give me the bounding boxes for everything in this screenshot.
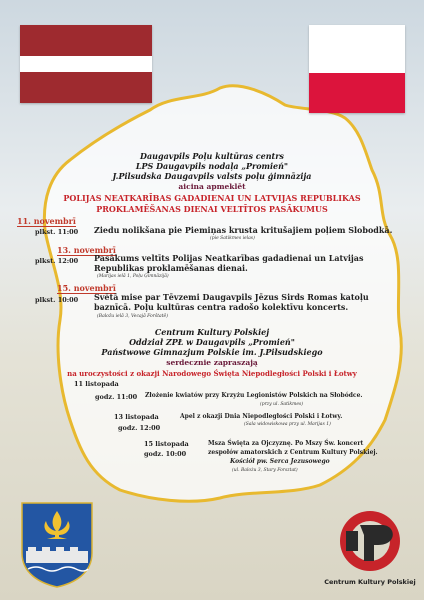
lv-event-address: (Marijas ielā 1, Poļu Ģimnāzijā): [97, 274, 169, 279]
lv-event-date: 11. novembrī: [17, 216, 76, 226]
pl-event-desc: Apel z okazji Dnia Niepodległości Polski i Łotwy.: [180, 413, 343, 420]
pl-invite: serdecznie zapraszają: [166, 358, 258, 367]
pl-event-desc: zespołów amatorskich z Centrum Kultury Polskiej.: [208, 449, 378, 456]
lv-event-date: 13. novembrī: [57, 245, 116, 255]
pl-org-2: Oddział ZPŁ w Daugavpils „Promień": [129, 337, 295, 347]
lv-org-3: J.Pilsudska Daugavpils valsts poļu ģimnāzija: [112, 171, 312, 181]
daugavpils-coat-of-arms-icon: [20, 501, 94, 589]
lv-event-address: (Baložu ielā 3, Vecajā Forštatē): [97, 314, 168, 319]
pl-event-desc: Złożenie kwiatów przy Krzyżu Legionistów Polskich na Słobódce.: [145, 392, 363, 399]
lv-event-desc: Republikas proklamēšanas dienai.: [94, 263, 248, 273]
lv-title-line-1: POLIJAS NEATKARĪBAS GADADIENAI UN LATVIJAS REPUBLIKAS: [63, 193, 361, 203]
ckp-logo-icon: [330, 505, 410, 575]
pl-event-address: (przy ul. Satikmes): [260, 402, 304, 407]
latvian-flag: [20, 25, 152, 103]
ckp-logo-label: Centrum Kultury Polskiej: [324, 578, 416, 586]
lv-event-desc: Svētā mise par Tēvzemi Daugavpils Jēzus Sirds Romas katoļu: [94, 292, 369, 302]
pl-event-church: Kościół pw. Serca Jezusowego: [230, 458, 330, 465]
pl-org-3: Państwowe Gimnazjum Polskie im. J.Piłsudskiego: [101, 347, 323, 357]
lv-event-date: 15. novembrī: [57, 283, 116, 293]
lv-org-1: Daugavpils Poļu kultūras centrs: [140, 151, 284, 161]
lv-title-line-2: PROKLAMĒŠANAS DIENAI VELTĪTOS PASĀKUMUS: [96, 204, 328, 214]
lv-org-2: LPS Daugavpils nodaļa „Promień": [135, 161, 289, 171]
pl-event-date: 13 listopada: [114, 413, 159, 421]
pl-event-address: (Sala widowiskowa przy ul. Marijas 1): [244, 422, 331, 427]
pl-event-date: 11 listopada: [74, 380, 119, 388]
pl-event-time: godz. 10:00: [144, 450, 187, 458]
lv-event-desc: Pasākums veltīts Polijas Neatkarības gadadienai un Latvijas: [94, 253, 364, 263]
pl-title: na uroczystości z okazji Narodowego Święta Niepodległości Polski i Łotwy: [67, 369, 357, 378]
lv-event-time: plkst. 12:00: [35, 257, 79, 265]
pl-event-desc: Msza Święta za Ojczyznę. Po Mszy Św. koncert: [208, 440, 364, 447]
lv-event-desc: Ziedu nolikšana pie Piemiņas krusta kritušajiem poļiem Slobodkā.: [94, 225, 393, 235]
lv-event-address: (pie Satikmes ielas): [210, 236, 255, 241]
lv-invite: aicina apmeklēt: [178, 182, 246, 191]
lv-event-time: plkst. 10:00: [35, 296, 79, 304]
polish-flag: [309, 25, 405, 113]
pl-event-address: (ul. Balożu 3, Stary Forsztat): [232, 468, 298, 473]
pl-org-1: Centrum Kultury Polskiej: [154, 327, 270, 337]
lv-event-time: plkst. 11:00: [35, 228, 79, 236]
pl-event-time: godz. 11:00: [95, 393, 138, 401]
lv-event-desc: baznīcā. Poļu kultūras centra radošo kolektīvu koncerts.: [94, 302, 349, 312]
pl-event-time: godz. 12:00: [118, 424, 161, 432]
pl-event-date: 15 listopada: [144, 440, 189, 448]
